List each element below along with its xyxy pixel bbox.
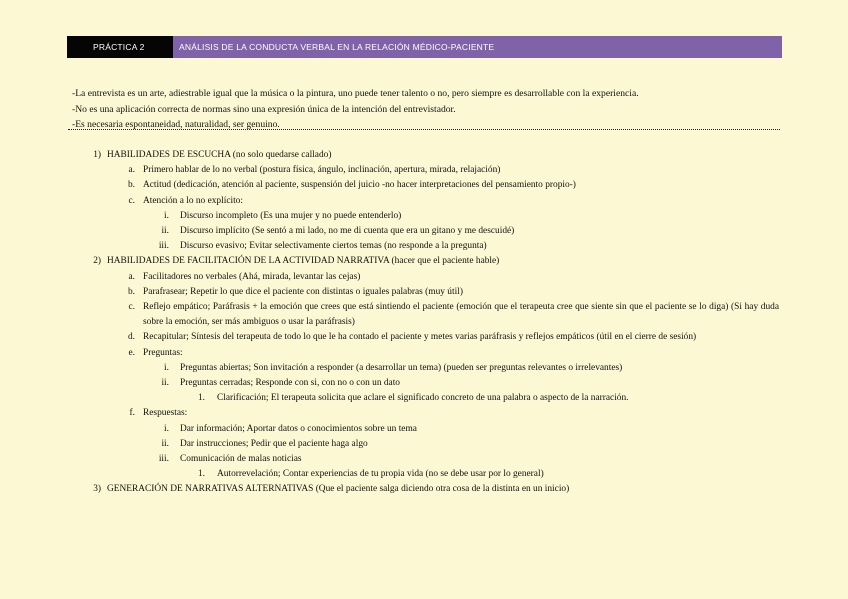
outline-item-number: f. xyxy=(129,408,135,419)
outline-item xyxy=(89,178,779,193)
outline-item-number: ii. xyxy=(161,438,169,449)
outline-item xyxy=(89,406,779,421)
outline-item-number: 1. xyxy=(197,469,205,480)
outline-item-text: Atención a lo no explícito: xyxy=(143,195,243,206)
outline-item-text: Discurso implícito (Se sentó a mi lado, no me di cuenta que era un gitano y me descuidé) xyxy=(180,226,515,237)
outline-item-text: Discurso incompleto (Es una mujer y no puede entenderlo) xyxy=(180,210,402,221)
outline-item xyxy=(89,422,779,437)
outline-item xyxy=(89,148,779,163)
outline-item xyxy=(89,467,779,482)
outline-item xyxy=(89,254,779,269)
outline-item-text: Preguntas: xyxy=(143,347,183,358)
outline-item-number: b. xyxy=(127,180,135,191)
outline-item-text: HABILIDADES DE FACILITACIÓN DE LA ACTIVIDAD NARRATIVA (hacer que el paciente hable) xyxy=(107,256,500,267)
outline-item xyxy=(89,346,779,361)
outline-item-text: Dar instrucciones; Pedir que el paciente haga algo xyxy=(180,438,368,449)
intro-block xyxy=(72,86,780,133)
outline-item xyxy=(89,300,779,330)
intro-line: -Es necesaria espontaneidad, naturalidad, ser genuino. xyxy=(72,119,280,130)
outline-item-text: Preguntas cerradas; Responde con si, con no o con un dato xyxy=(180,378,400,389)
outline-item xyxy=(89,361,779,376)
outline-item xyxy=(89,482,779,497)
outline-item-text: Primero hablar de lo no verbal (postura física, ángulo, inclinación, apertura, mirada, relajación) xyxy=(143,165,501,176)
outline-item xyxy=(89,163,779,178)
outline-item-number: a. xyxy=(128,271,135,282)
outline-item xyxy=(89,270,779,285)
outline-list xyxy=(89,148,779,498)
outline-item xyxy=(89,209,779,224)
outline-item-number: i. xyxy=(164,210,169,221)
outline-item-text: Parafrasear; Repetir lo que dice el paciente con distintas o iguales palabras (muy útil) xyxy=(143,286,463,297)
outline-item-number: e. xyxy=(128,347,135,358)
outline-item-number: c. xyxy=(128,195,135,206)
page-header xyxy=(67,36,782,58)
section-label: PRÁCTICA 2 xyxy=(67,36,173,58)
outline-item-number: i. xyxy=(164,362,169,373)
outline-item-number: 1. xyxy=(197,393,205,404)
intro-line: -No es una aplicación correcta de normas sino una expresión única de la intención del entrevistador. xyxy=(72,103,456,115)
outline-item-text: HABILIDADES DE ESCUCHA (no solo quedarse callado) xyxy=(107,150,332,160)
outline-item-text: Reflejo empático; Paráfrasis + la emoción que crees que está sintiendo el paciente (emoción que el terapeuta cree que siente sin que el paciente se lo diga) (Si hay duda sobre la emoción, ser más ambiguos o usar la paráfrasis) xyxy=(143,302,779,328)
outline-item-number: 2) xyxy=(93,256,101,267)
outline-item-number: b. xyxy=(127,286,135,297)
outline-item-number: d. xyxy=(127,332,135,343)
outline-item-text: Clarificación; El terapeuta solicita que aclare el significado concreto de una palabra o aspecto de la narración. xyxy=(217,393,629,404)
outline-item-number: 1) xyxy=(93,150,101,160)
outline-item-number: ii. xyxy=(161,378,169,389)
outline-item xyxy=(89,330,779,345)
header-title: ANÁLISIS DE LA CONDUCTA VERBAL EN LA RELACIÓN MÉDICO-PACIENTE xyxy=(173,36,782,58)
outline-item-text: Respuestas: xyxy=(143,408,188,419)
outline-item xyxy=(89,437,779,452)
outline-item xyxy=(89,376,779,391)
outline-item-text: Autorrevelación; Contar experiencias de tu propia vida (no se debe usar por lo general) xyxy=(217,469,544,480)
outline-item xyxy=(89,391,779,406)
outline-item-text: Recapitular; Síntesis del terapeuta de todo lo que le ha contado el paciente y metes varias paráfrasis y reflejos empáticos (útil en el cierre de sesión) xyxy=(143,332,697,343)
outline-item-number: iii. xyxy=(158,241,169,252)
outline-item-number: ii. xyxy=(161,226,169,237)
outline-item-number: iii. xyxy=(158,454,169,465)
outline-item-text: GENERACIÓN DE NARRATIVAS ALTERNATIVAS (Que el paciente salga diciendo otra cosa de la distinta en un inicio) xyxy=(107,484,570,495)
outline-item-number: a. xyxy=(128,165,135,176)
outline-item xyxy=(89,285,779,300)
intro-line: -La entrevista es un arte, adiestrable igual que la música o la pintura, uno puede tener talento o no, pero siempre es desarrollable con la experiencia. xyxy=(72,88,639,99)
outline-item xyxy=(89,194,779,209)
outline-item-text: Facilitadores no verbales (Ahá, mirada, levantar las cejas) xyxy=(143,271,361,282)
outline-item-number: c. xyxy=(128,302,135,313)
outline-item-text: Discurso evasivo; Evitar selectivamente ciertos temas (no responde a la pregunta) xyxy=(180,241,487,252)
outline-item-text: Preguntas abiertas; Son invitación a responder (a desarrollar un tema) (pueden ser preguntas relevantes o irrelevantes) xyxy=(180,362,623,373)
dotted-divider xyxy=(68,129,780,130)
outline-item-text: Comunicación de malas noticias xyxy=(180,454,302,465)
outline-item xyxy=(89,452,779,467)
outline-item-text: Dar información; Aportar datos o conocimientos sobre un tema xyxy=(180,423,417,434)
outline-item xyxy=(89,239,779,254)
outline-item xyxy=(89,224,779,239)
outline-item-number: 3) xyxy=(93,484,101,495)
outline-item-text: Actitud (dedicación, atención al paciente, suspensión del juicio -no hacer interpretaciones del pensamiento propio-) xyxy=(143,180,576,191)
outline-item-number: i. xyxy=(164,423,169,434)
